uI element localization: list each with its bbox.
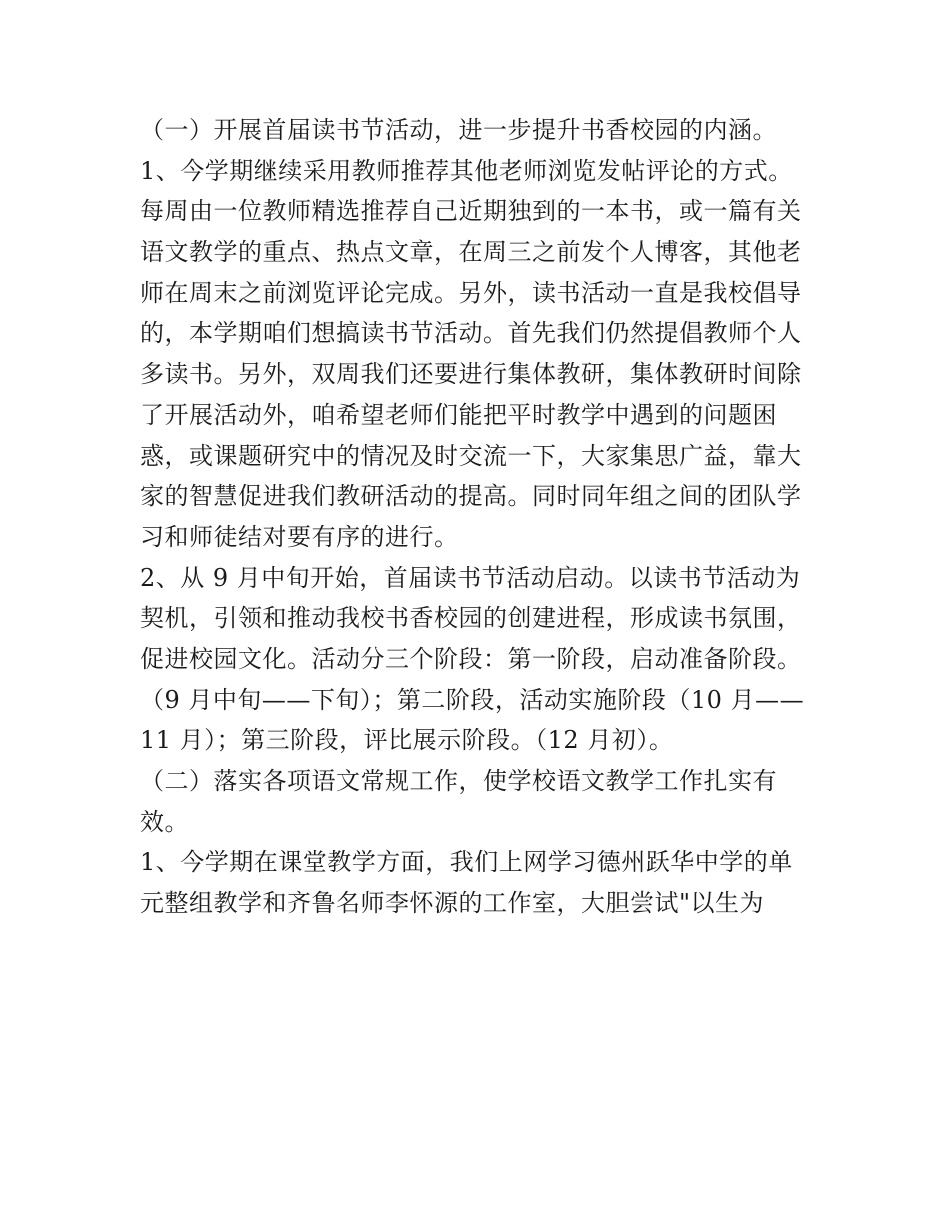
paragraph-line: （9 月中旬——下旬）；第二阶段，活动实施阶段（10 月—— [140,685,805,714]
paragraph-line: 习和师徒结对要有序的进行。 [140,522,459,551]
paragraph-line: 师在周末之前浏览评论完成。另外，读书活动一直是我校倡导 [140,278,802,307]
paragraph-line: 促进校园文化。活动分三个阶段：第一阶段，启动准备阶段。 [140,644,802,673]
paragraph-line: 1、今学期继续采用教师推荐其他老师浏览发帖评论的方式。 [140,156,793,185]
paragraph-line: 家的智慧促进我们教研活动的提高。同时同年组之间的团队学 [140,482,802,511]
paragraph-line: 2、从 9 月中旬开始，首届读书节活动启动。以读书节活动为 [140,563,801,592]
paragraph-line: 多读书。另外，双周我们还要进行集体教研，集体教研时间除 [140,360,802,389]
paragraph-line: 每周由一位教师精选推荐自己近期独到的一本书，或一篇有关 [140,197,802,226]
paragraph-line: 语文教学的重点、热点文章，在周三之前发个人博客，其他老 [140,238,802,267]
heading-section-2: （二）落实各项语文常规工作，使学校语文教学工作扎实有 [140,767,777,795]
paragraph-line: 的，本学期咱们想搞读书节活动。首先我们仍然提倡教师个人 [140,319,802,348]
paragraph-line: 元整组教学和齐鲁名师李怀源的工作室，大胆尝试"以生为 [140,889,765,918]
document-body [140,110,820,924]
paragraph-line: 效。 [140,807,189,836]
paragraph-line: 惑，或课题研究中的情况及时交流一下，大家集思广益，靠大 [140,441,802,470]
heading-section-1: （一）开展首届读书节活动，进一步提升书香校园的内涵。 [140,116,777,144]
paragraph-line: 契机，引领和推动我校书香校园的创建进程，形成读书氛围， [140,604,802,633]
paragraph-line: 1、今学期在课堂教学方面，我们上网学习德州跃华中学的单 [140,848,793,877]
paragraph-line: 11 月）；第三阶段，评比展示阶段。（12 月初）。 [140,726,674,755]
paragraph-line: 了开展活动外，咱希望老师们能把平时教学中遇到的问题困 [140,400,777,429]
